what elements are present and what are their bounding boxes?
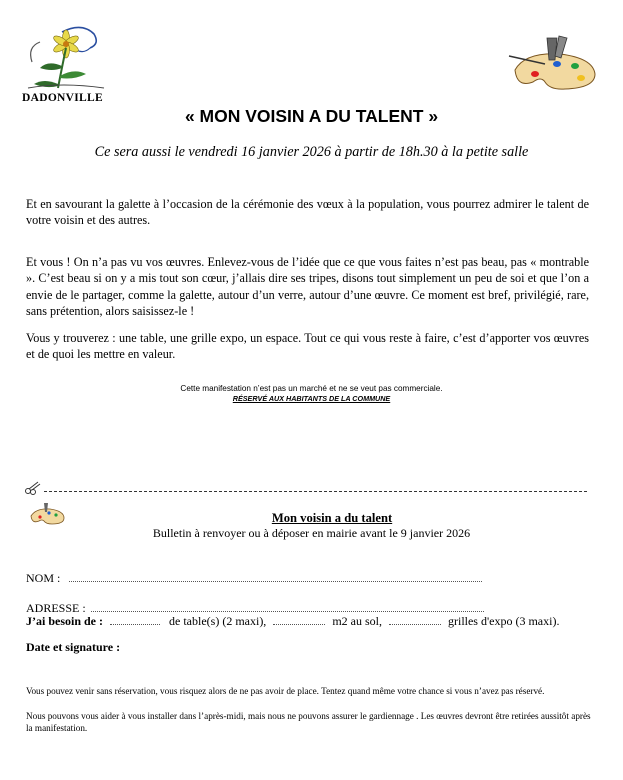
non-commercial-note: Cette manifestation n’est pas un marché et ne se veut pas commerciale. xyxy=(180,384,443,393)
form-instructions: Bulletin à renvoyer ou à déposer en mairie avant le 9 janvier 2026 xyxy=(152,526,471,540)
needs-label: J’ai besoin de : xyxy=(26,614,104,628)
address-label: ADRESSE : xyxy=(26,601,86,615)
footer-reservation-note: Vous pouvez venir sans réservation, vous risquez alors de ne pas avoir de place. Tentez quand même votre chance si vous n’avez pas réservé. xyxy=(26,686,545,696)
name-label: NOM : xyxy=(26,571,61,585)
grids-label: grilles d'expo (3 maxi). xyxy=(447,614,560,628)
floor-space-input[interactable] xyxy=(273,614,325,625)
grids-count-input[interactable] xyxy=(389,614,441,625)
date-signature-label: Date et signature : xyxy=(26,640,121,654)
address-input-line[interactable] xyxy=(91,601,484,612)
name-input-line[interactable] xyxy=(69,571,482,582)
tables-count-input[interactable] xyxy=(110,614,160,625)
paint-palette-icon xyxy=(505,34,600,92)
needs-field xyxy=(26,614,559,629)
name-field[interactable] xyxy=(26,571,482,586)
paragraph-invitation: Et vous ! On n’a pas vu vos œuvres. Enlevez-vous de l’idée que ce que vous faites n’est pas beau, pas « montrable ». C’est beau si on y a mis tout son cœur, j’allais dire ses tripes, disons tout simplement un peu de soi et que l’on a envie de le partager, comme la galette, autour d’un verre, autour d’une œuvre. Ce moment est bref, privilégié, rare, sans prétention, alors saisissez-le ! xyxy=(26,255,589,319)
residents-only-note: RÉSERVÉ AUX HABITANTS DE LA COMMUNE xyxy=(232,394,391,403)
form-title: Mon voisin a du talent xyxy=(271,511,393,525)
scissors-icon xyxy=(24,481,42,495)
town-name: DADONVILLE xyxy=(22,92,103,104)
paragraph-provided: Vous y trouverez : une table, une grille expo, un espace. Tout ce qui vous reste à faire, c’est d’apporter vos œuvres et de quoi les mettre en valeur. xyxy=(26,331,589,362)
floor-space-label: m2 au sol, xyxy=(332,614,382,628)
footer-installation-note: Nous pouvons vous aider à vous installer dans l’après-midi, mais nous ne pouvons assurer le gardiennage . Les œuvres devront être retirées aussitôt après la manifestation. xyxy=(26,711,591,734)
event-date-subtitle: Ce sera aussi le vendredi 16 janvier 2026 à partir de 18h.30 à la petite salle xyxy=(94,144,529,160)
tables-label: de table(s) (2 maxi), xyxy=(169,614,267,628)
cut-line xyxy=(44,491,587,492)
page-title: « MON VOISIN A DU TALENT » xyxy=(184,106,439,126)
paragraph-intro: Et en savourant la galette à l’occasion de la cérémonie des vœux à la population, vous pourrez admirer le talent de votre voisin et des autres. xyxy=(26,197,589,228)
town-logo xyxy=(22,22,108,92)
